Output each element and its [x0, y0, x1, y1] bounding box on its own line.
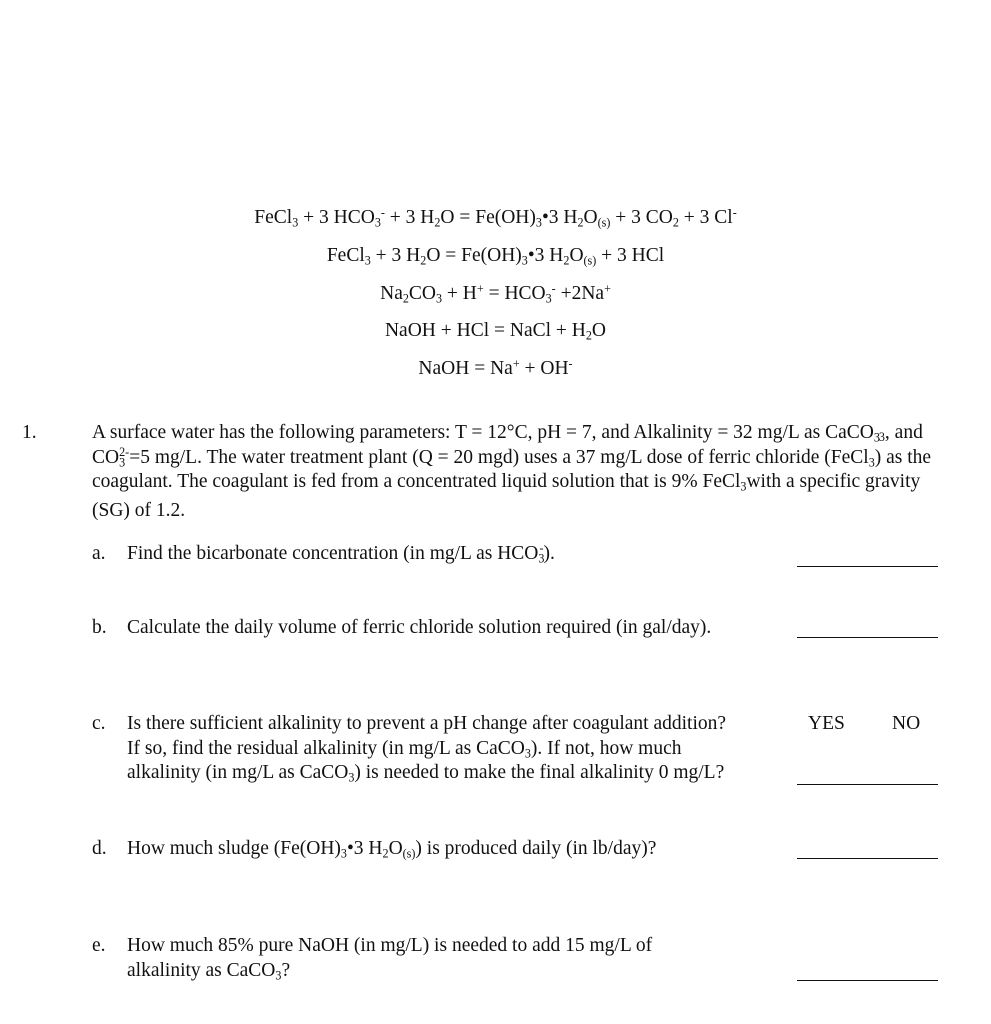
question-d-label: d.: [92, 838, 107, 859]
problem-number: 1.: [22, 422, 37, 443]
answer-c-blank[interactable]: [797, 784, 938, 785]
question-a-text: Find the bicarbonate concentration (in mg/L as $HCO_3^-$).: [127, 541, 555, 566]
equation-3: $Na_2CO_3 + H^+ = HCO_3^- +2Na^+$: [380, 281, 611, 306]
no-option[interactable]: NO: [892, 713, 921, 734]
equation-5: NaOH = Na+ + OH-: [418, 356, 573, 379]
question-d-text: How much sludge ($Fe(OH)_3•3$ $H_2O_{(s)}$) is produced daily (in lb/day)?: [127, 838, 657, 861]
question-a-label: a.: [92, 543, 106, 564]
question-e-label: e.: [92, 935, 106, 956]
question-e-text: How much 85% pure NaOH (in mg/L) is needed to add 15 mg/L of alkalinity as CaCO$_3$?: [127, 935, 653, 982]
answer-a-blank[interactable]: [797, 566, 938, 567]
answer-d-blank[interactable]: [797, 858, 938, 859]
answer-b-blank[interactable]: [797, 637, 938, 638]
question-c-text: Is there sufficient alkalinity to prevent a pH change after coagulant addition? If so, find the residual alkalinity (in mg/L as CaCO$_3$). If not, how much alkalinity (in mg/L as CaCO$_3$) is needed to make the final alkalinity 0 mg/L?: [127, 713, 727, 785]
equation-4: NaOH + HCl = NaCl + $H_2O$: [384, 320, 607, 343]
equation-1: FeCl$_3$ + 3 $HCO_3^- + 3$ $H_2O$ = $Fe(OH)_3•3$ $H_2O_{(s)} + 3$ $CO_2 + 3$ Cl-: [254, 205, 737, 230]
question-b-label: b.: [92, 617, 107, 638]
yes-option[interactable]: YES: [808, 713, 845, 734]
question-c-label: c.: [92, 713, 106, 734]
problem-statement: A surface water has the following parameters: T = 12°C, pH = 7, and Alkalinity = 32 mg/L as CaCO$_{33}$, and $CO_3^{2-}=5$ mg/L. The water treatment plant (Q = 20 mgd) uses a 37 mg/L dose of ferric chloride (FeCl$_3$) as the coagulant. The coagulant is fed from a concentrated liquid solution that is 9% FeCl3with a specific gravity (SG) of 1.2.: [92, 422, 932, 521]
question-b-text: Calculate the daily volume of ferric chloride solution required (in gal/day).: [127, 617, 712, 638]
equation-2: FeCl$_3$ + 3 $H_2O$ = $Fe(OH)_3•3$ $H_2O_{(s)} + 3$ HCl: [326, 245, 665, 268]
answer-e-blank[interactable]: [797, 980, 938, 981]
